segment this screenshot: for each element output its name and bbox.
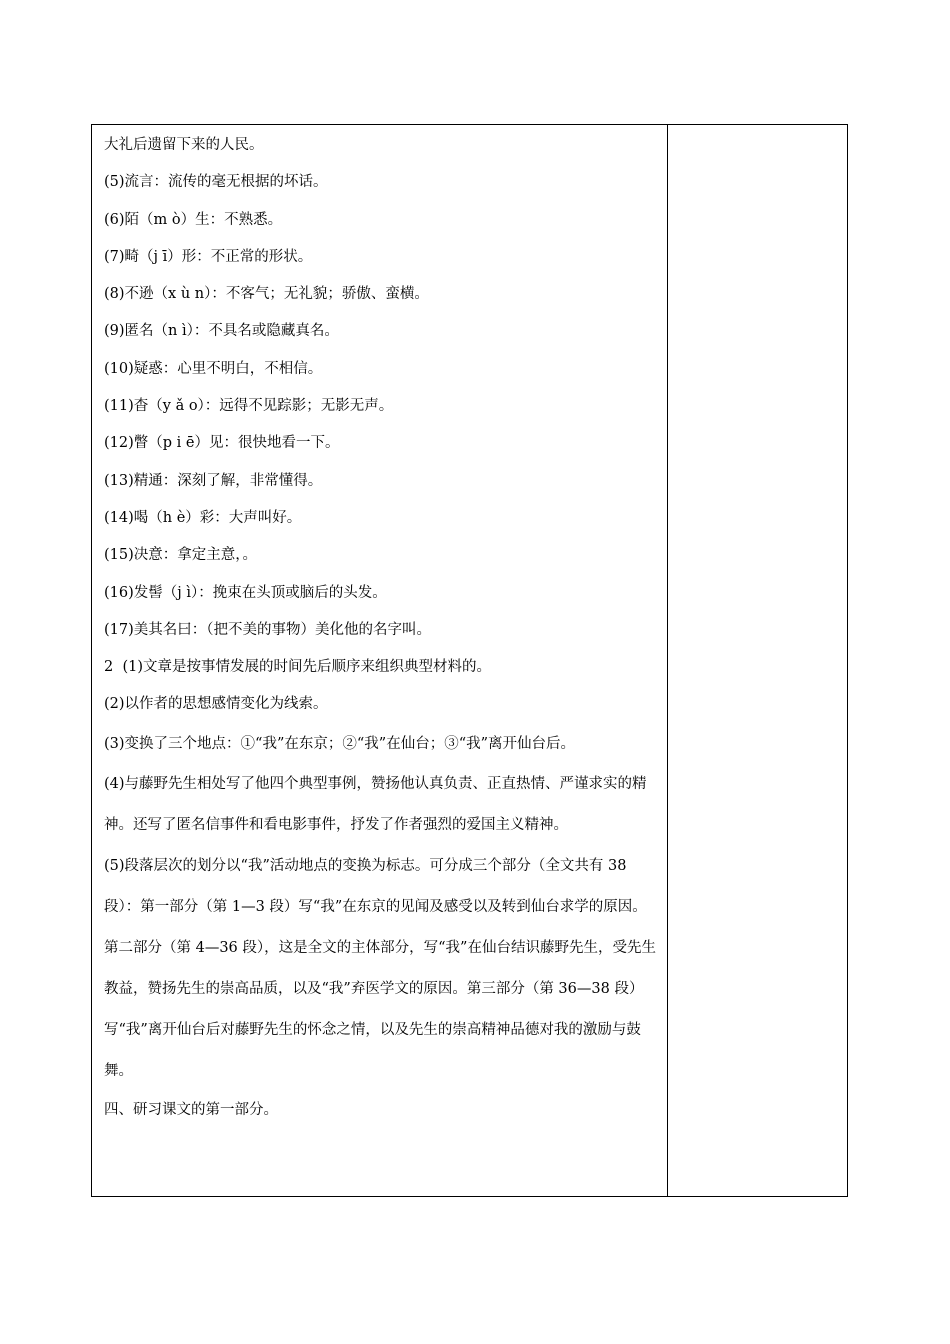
- paragraph: (5)流言：流传的毫无根据的坏话。: [104, 174, 328, 191]
- notes-cell: [668, 125, 847, 1196]
- paragraph: (8)不逊（x ù n）：不客气；无礼貌；骄傲、蛮横。: [104, 286, 429, 303]
- paragraph: (4)与藤野先生相处写了他四个典型事例，赞扬他认真负责、正直热情、严谨求实的精神。还写了匿名信事件和看电影事件，抒发了作者强烈的爱国主义精神。: [104, 776, 647, 833]
- paragraph: 大礼后遗留下来的人民。: [104, 137, 264, 153]
- paragraph: (17)美其名曰：（把不美的事物）美化他的名字叫。: [104, 621, 432, 638]
- paragraph: (13)精通：深刻了解，非常懂得。: [104, 472, 323, 489]
- paragraph: (2)以作者的思想感情变化为线索。: [104, 696, 328, 713]
- paragraph: (7)畸（j ī）形：不正常的形状。: [104, 248, 313, 265]
- paragraph: (15)决意：拿定主意，。: [104, 547, 258, 564]
- paragraph: (11)杳（y ǎ o）：远得不见踪影；无影无声。: [104, 398, 394, 415]
- paragraph: (14)喝（h è）彩：大声叫好。: [104, 509, 302, 526]
- paragraph: 2 (1)文章是按事情发展的时间先后顺序来组织典型材料的。: [104, 659, 491, 676]
- main-content-cell: [92, 125, 668, 1196]
- document-table: [91, 124, 848, 1197]
- paragraph: (10)疑惑：心里不明白，不相信。: [104, 360, 323, 377]
- paragraph: (16)发髻（j ì）：挽束在头顶或脑后的头发。: [104, 584, 387, 601]
- paragraph: (12)瞥（p i ē）见：很快地看一下。: [104, 435, 340, 452]
- paragraph: (9)匿名（n ì）：不具名或隐藏真名。: [104, 323, 339, 340]
- paragraph: (3)变换了三个地点：①“我”在东京；②“我”在仙台；③“我”离开仙台后。: [104, 735, 576, 752]
- paragraph: 四、研习课文的第一部分。: [104, 1101, 278, 1118]
- paragraph: (6)陌（m ò）生：不熟悉。: [104, 211, 283, 228]
- paragraph: (5)段落层次的划分以“我”活动地点的变换为标志。可分成三个部分（全文共有 38 段）：第一部分（第 1—3 段）写“我”在东京的见闻及感受以及转到仙台求学的原因。第二部分（第 4—36 段），这是全文的主体部分，写“我”在仙台结识藤野先生，受先生教益，赞扬先生的崇高品质，以及“我”弃医学文的原因。第三部分（第 36—38 段）写“我”离开仙台后对藤野先生的怀念之情，以及先生的崇高精神品德对我的激励与鼓舞。: [104, 857, 656, 1079]
